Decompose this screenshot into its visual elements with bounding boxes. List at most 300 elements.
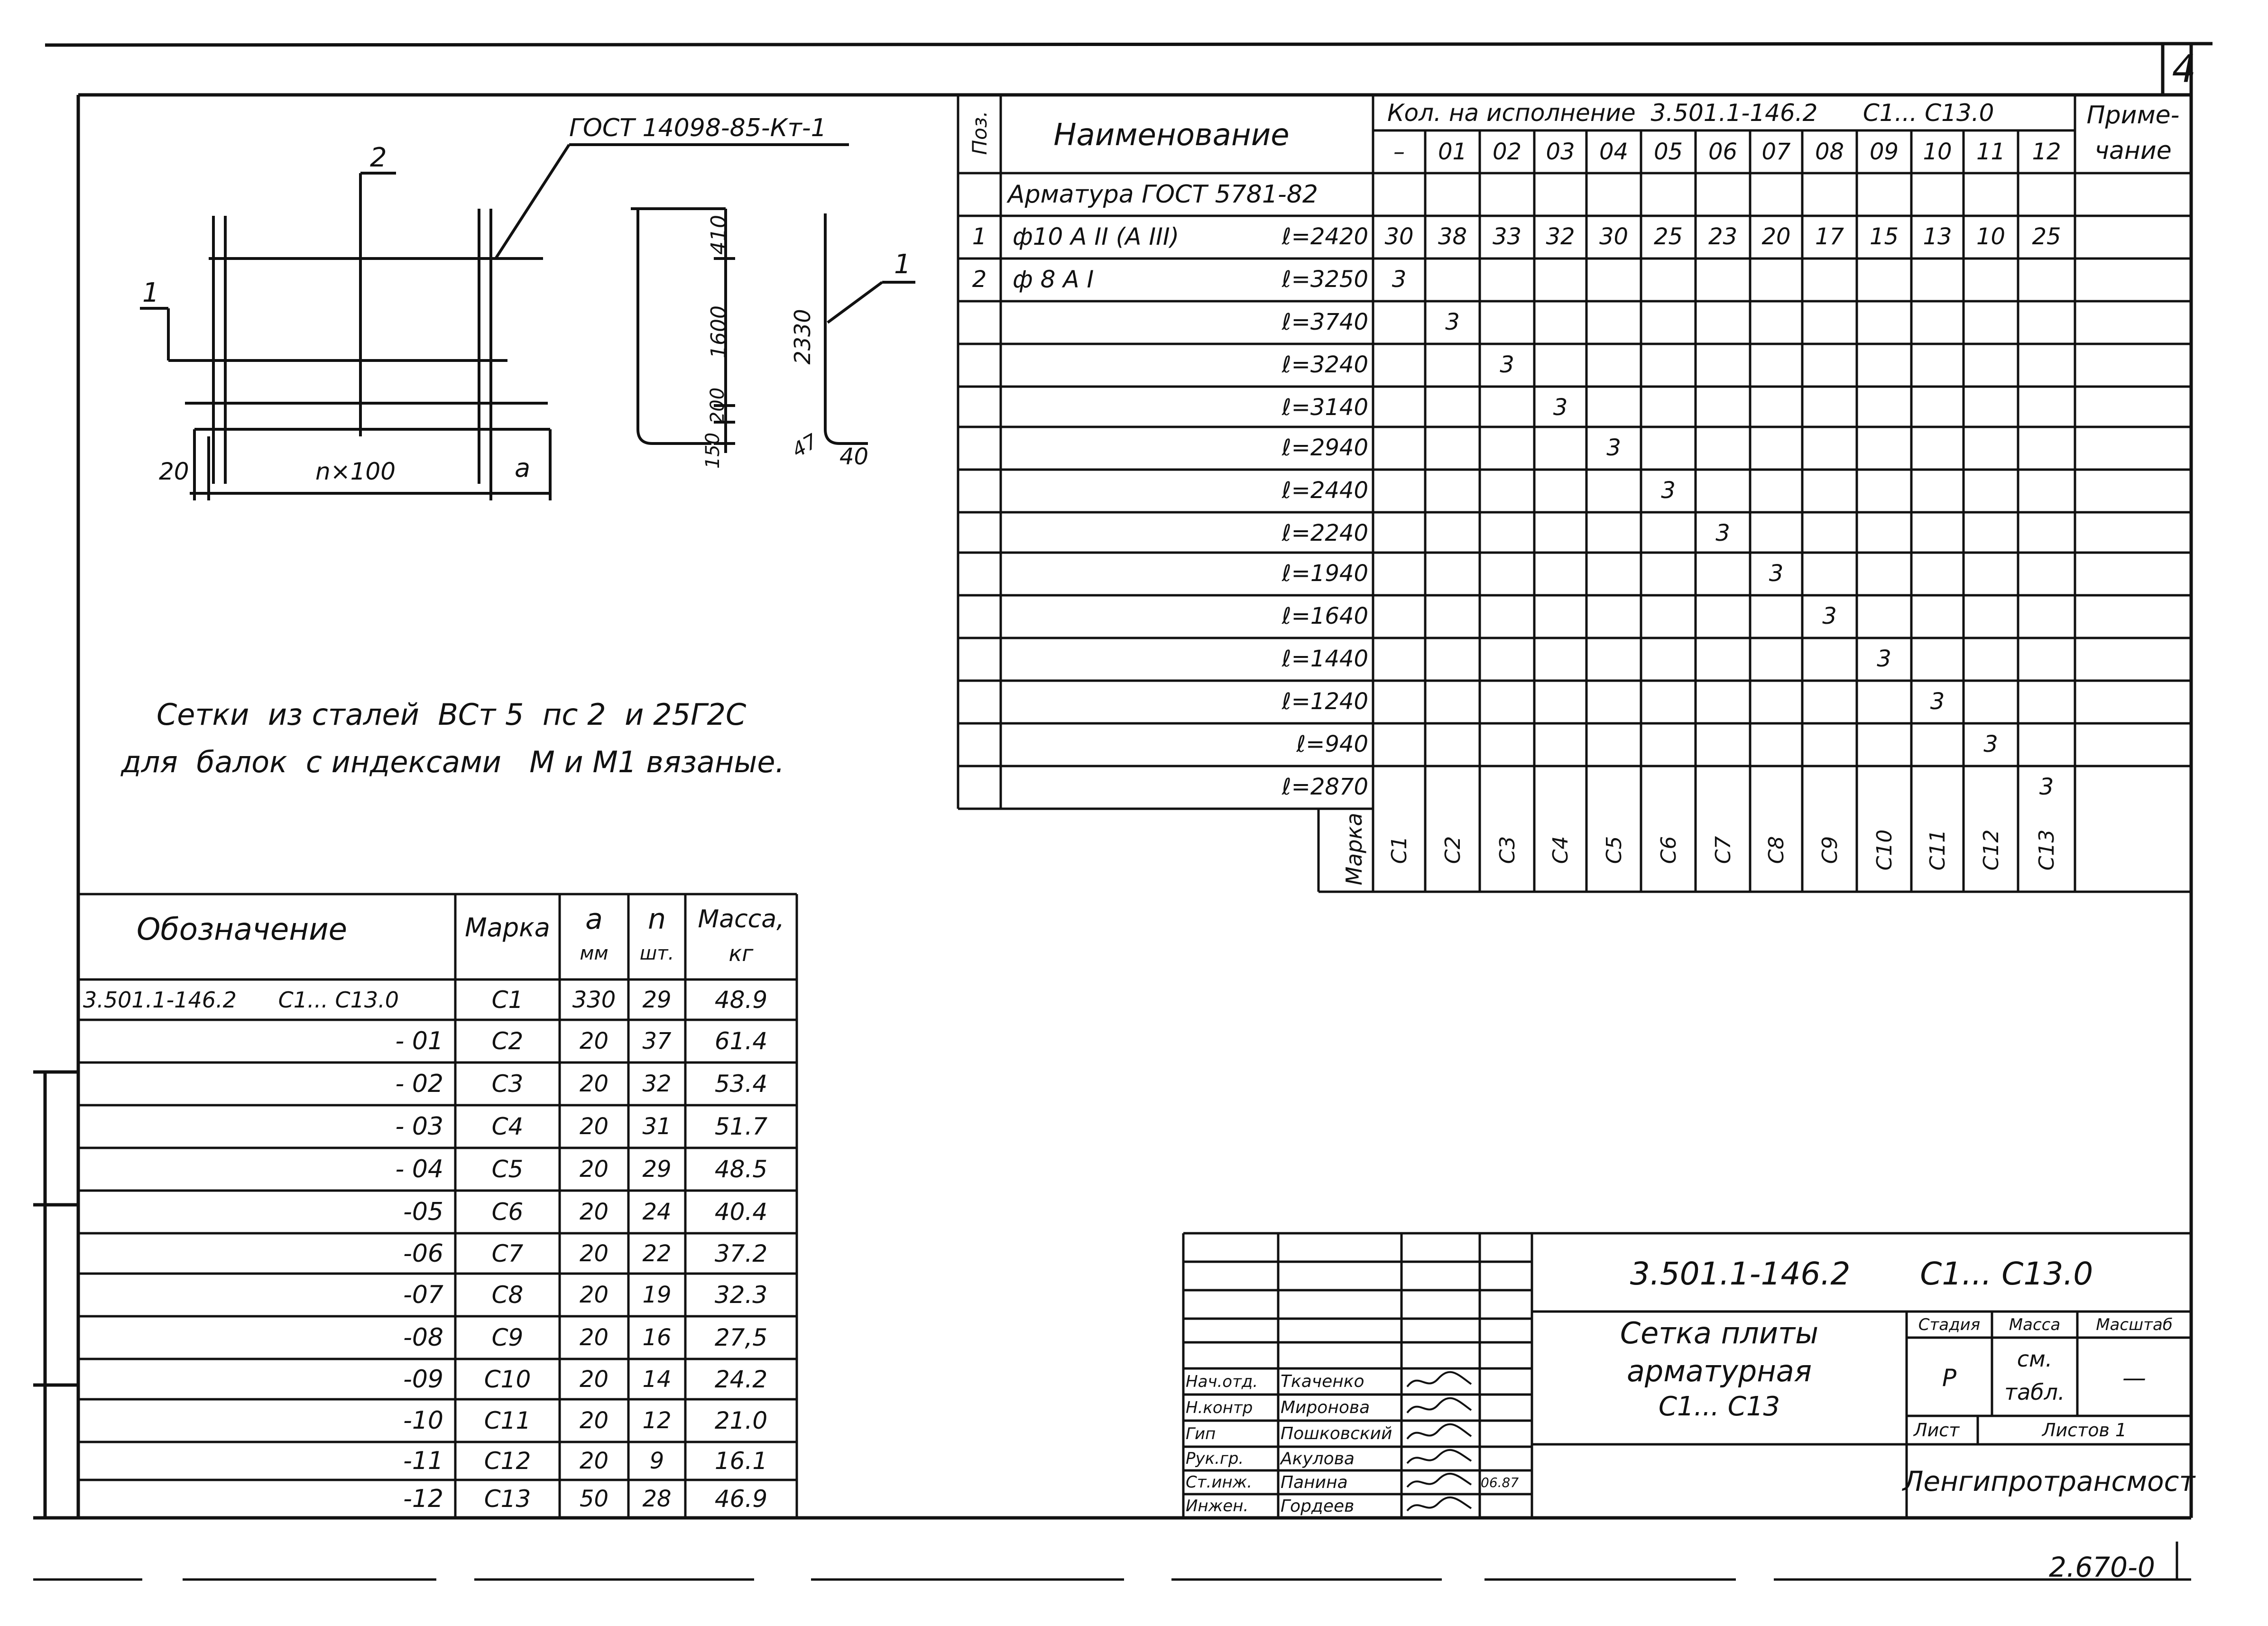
spec-qty-cell	[1373, 638, 1425, 680]
spec-qty-cell	[1534, 723, 1586, 765]
spec-qty-cell	[2018, 723, 2075, 765]
spec-qty-cell	[1696, 259, 1750, 300]
role-name: Панина	[1281, 1472, 1348, 1492]
des-row-a: 20	[579, 1113, 609, 1140]
spec-qty-cell	[1857, 595, 1911, 637]
role-date	[1481, 1421, 1530, 1447]
bar2-dim-150: 150	[702, 432, 724, 469]
spec-mark: С4	[1548, 836, 1573, 864]
spec-qty-cell	[1373, 344, 1425, 386]
role-name: Миронова	[1281, 1398, 1370, 1417]
bottom-lines	[33, 1542, 2191, 1580]
spec-qty-cell	[1857, 470, 1911, 511]
spec-qty-cell	[1911, 387, 1964, 428]
spec-qty-cell	[1480, 470, 1534, 511]
spec-header-note-l1: Приме-	[2086, 101, 2180, 129]
des-row-designation: - 04	[395, 1155, 443, 1183]
spec-row-length: ℓ=2940	[1282, 434, 1368, 461]
dim-20: 20	[159, 458, 189, 485]
bar2-dim-1600: 1600	[707, 305, 731, 359]
spec-section-title: Арматура ГОСТ 5781-82	[1008, 180, 1318, 209]
spec-variant-header: 10	[1923, 139, 1952, 165]
spec-qty-cell	[1425, 595, 1480, 637]
sheet-number: 4	[2172, 46, 2196, 91]
signature-scribble	[1405, 1494, 1476, 1518]
spec-qty-cell	[1857, 259, 1911, 300]
spec-qty-cell: 32	[1546, 223, 1575, 250]
role-name: Гордеев	[1281, 1496, 1355, 1516]
spec-qty-cell: 3	[1606, 434, 1621, 461]
spec-qty-cell	[1641, 259, 1696, 300]
spec-row-name: ф10 А II (А III)	[1013, 223, 1180, 250]
spec-qty-cell	[1586, 766, 1641, 808]
spec-variant-header: 09	[1869, 139, 1899, 165]
des-row-mass: 40.4	[714, 1198, 768, 1226]
spec-qty-cell	[1534, 595, 1586, 637]
spec-qty-cell	[1750, 766, 1802, 808]
spec-qty-cell	[1534, 301, 1586, 343]
spec-row-length: ℓ=2870	[1282, 774, 1368, 800]
mesh-sketch	[140, 145, 849, 500]
des-row-designation: -12	[403, 1485, 443, 1513]
des-row-marka: С10	[484, 1365, 531, 1393]
des-row-n: 28	[642, 1486, 672, 1512]
spec-qty-cell	[1857, 344, 1911, 386]
des-row-a: 20	[579, 1366, 609, 1393]
spec-qty-cell	[1911, 344, 1964, 386]
des-row-mass: 24.2	[714, 1365, 768, 1393]
spec-variant-header: 12	[2032, 139, 2061, 165]
spec-row-length: ℓ=3140	[1282, 394, 1368, 421]
des-row-n: 29	[642, 986, 672, 1013]
spec-row-pos	[958, 512, 1001, 554]
spec-qty-cell: 13	[1923, 223, 1952, 250]
spec-qty-cell	[2018, 301, 2075, 343]
spec-row-pos	[958, 723, 1001, 765]
spec-mark: С5	[1602, 836, 1626, 864]
spec-qty-cell	[1857, 553, 1911, 594]
role-date	[1481, 1395, 1530, 1421]
spec-qty-cell: 3	[1822, 603, 1837, 629]
spec-qty-cell	[1480, 681, 1534, 722]
des-row-marka: С9	[491, 1324, 524, 1351]
des-row-designation: - 01	[395, 1027, 443, 1055]
spec-qty-cell	[1586, 470, 1641, 511]
spec-qty-cell	[1802, 723, 1857, 765]
spec-row-pos	[958, 681, 1001, 722]
spec-qty-cell	[1802, 553, 1857, 594]
spec-qty-cell	[1586, 638, 1641, 680]
spec-marka-label: Марка	[1341, 813, 1367, 886]
spec-qty-cell	[1425, 553, 1480, 594]
des-row-marka: С7	[491, 1239, 524, 1267]
des-row-a: 20	[579, 1199, 609, 1225]
spec-qty-cell	[1480, 766, 1534, 808]
spec-qty-cell: 17	[1815, 223, 1844, 250]
spec-qty-cell: 30	[1384, 223, 1414, 250]
spec-qty-cell	[1586, 595, 1641, 637]
des-row-designation: - 02	[395, 1070, 443, 1098]
spec-row-pos	[958, 553, 1001, 594]
sheets-label: Листов 1	[2042, 1420, 2127, 1441]
spec-qty-cell	[1480, 387, 1534, 428]
note-line-1: Сетки из сталей ВСт 5 пс 2 и 25Г2С	[157, 697, 747, 732]
spec-qty-cell	[2018, 681, 2075, 722]
spec-row-name	[1013, 301, 1250, 343]
note-line-2: для балок с индексами М и М1 вязаные.	[121, 745, 785, 779]
spec-row-name	[1013, 344, 1250, 386]
spec-qty-cell	[1425, 344, 1480, 386]
role-label: Нач.отд.	[1186, 1372, 1258, 1391]
spec-qty-cell	[1534, 638, 1586, 680]
spec-row-length: ℓ=3250	[1282, 266, 1368, 293]
spec-row-pos: 1	[972, 223, 987, 250]
spec-qty-cell	[1586, 344, 1641, 386]
spec-qty-cell	[1480, 638, 1534, 680]
des-header-designation: Обозначение	[136, 912, 348, 947]
spec-mark: С2	[1440, 836, 1465, 864]
spec-variant-header: 11	[1976, 139, 2006, 165]
bar1-dim-height: 2330	[790, 309, 815, 365]
spec-qty-cell	[1373, 553, 1425, 594]
spec-qty-cell	[1911, 595, 1964, 637]
spec-qty-cell	[1750, 638, 1802, 680]
spec-qty-cell: 3	[1553, 394, 1568, 421]
spec-variant-header: 03	[1546, 139, 1575, 165]
des-row-designation: -06	[403, 1239, 443, 1268]
spec-qty-cell	[1586, 387, 1641, 428]
spec-qty-cell	[1586, 553, 1641, 594]
spec-header-qty: Кол. на исполнение 3.501.1-146.2 С1... С13.0	[1387, 99, 1994, 127]
des-row-mass: 53.4	[714, 1070, 768, 1098]
spec-mark: С9	[1817, 836, 1842, 864]
des-row-marka: С3	[491, 1070, 524, 1098]
bar2-dim-410: 410	[707, 215, 731, 255]
spec-qty-cell	[1964, 470, 2018, 511]
spec-qty-cell	[1802, 766, 1857, 808]
des-row-marka: С1	[491, 986, 524, 1014]
spec-qty-cell	[1586, 301, 1641, 343]
des-row-designation: -07	[403, 1281, 443, 1309]
des-row-designation: -09	[403, 1365, 443, 1394]
spec-qty-cell	[1425, 723, 1480, 765]
spec-qty-cell	[1911, 723, 1964, 765]
spec-qty-cell	[1641, 766, 1696, 808]
spec-qty-cell	[1641, 301, 1696, 343]
spec-qty-cell	[2018, 259, 2075, 300]
des-row-a: 330	[572, 986, 616, 1013]
spec-qty-cell	[1964, 301, 2018, 343]
scale-value: —	[2122, 1364, 2146, 1392]
spec-qty-cell	[1696, 387, 1750, 428]
des-header-n: n	[647, 902, 666, 936]
spec-qty-cell	[1641, 344, 1696, 386]
spec-qty-cell	[1586, 259, 1641, 300]
des-row-mass: 48.5	[714, 1155, 768, 1183]
spec-qty-cell	[1641, 427, 1696, 469]
spec-qty-cell	[1911, 427, 1964, 469]
spec-qty-cell	[1911, 766, 1964, 808]
des-row-marka: С6	[491, 1198, 524, 1226]
spec-qty-cell	[1802, 344, 1857, 386]
spec-qty-cell: 3	[1769, 560, 1784, 587]
des-row-designation: -05	[403, 1198, 443, 1226]
spec-mark: С1	[1387, 836, 1411, 864]
des-row-n: 32	[642, 1071, 672, 1097]
spec-mark: С11	[1925, 829, 1950, 871]
spec-qty-cell	[1802, 512, 1857, 554]
pos2-label: 2	[370, 142, 387, 173]
spec-qty-cell	[1373, 387, 1425, 428]
des-row-n: 12	[642, 1407, 672, 1434]
spec-qty-cell	[2018, 470, 2075, 511]
des-header-n-unit: шт.	[639, 942, 674, 964]
spec-qty-cell: 23	[1708, 223, 1738, 250]
spec-variant-header: 04	[1599, 139, 1629, 165]
spec-qty-cell	[1857, 512, 1911, 554]
des-row-designation: -11	[403, 1447, 443, 1475]
spec-row-pos	[958, 595, 1001, 637]
spec-qty-cell	[1964, 387, 2018, 428]
spec-variant-header: 02	[1492, 139, 1522, 165]
spec-variant-header: 01	[1438, 139, 1467, 165]
des-row-n: 37	[642, 1028, 672, 1054]
spec-qty-cell: 3	[1445, 309, 1460, 335]
title-code: 3.501.1-146.2 С1... С13.0	[1630, 1255, 2093, 1292]
des-row-n: 24	[642, 1199, 672, 1225]
role-date: 06.87	[1481, 1474, 1519, 1490]
archive-code: 2.670-0	[2049, 1551, 2155, 1583]
spec-qty-cell	[1750, 259, 1802, 300]
signature-scribble	[1405, 1395, 1476, 1421]
spec-row-pos: 2	[972, 266, 987, 293]
des-row-marka: С12	[484, 1447, 531, 1475]
spec-qty-cell	[1964, 512, 2018, 554]
spec-qty-cell	[1750, 387, 1802, 428]
des-row-marka: С4	[491, 1113, 524, 1140]
spec-qty-cell	[1911, 638, 1964, 680]
spec-qty-cell	[1911, 470, 1964, 511]
des-row-marka: С8	[491, 1281, 524, 1309]
spec-qty-cell	[1911, 301, 1964, 343]
spec-qty-cell	[1425, 387, 1480, 428]
mass-label: Масса	[2009, 1315, 2061, 1334]
spec-qty-cell	[1480, 512, 1534, 554]
spec-qty-cell	[1373, 766, 1425, 808]
spec-row-length: ℓ=1240	[1282, 688, 1368, 715]
gost-label: ГОСТ 14098-85-Кт-1	[569, 114, 827, 142]
signature-scribble	[1405, 1447, 1476, 1470]
spec-qty-cell	[1750, 470, 1802, 511]
spec-row-name	[1013, 387, 1250, 428]
spec-qty-cell	[1641, 595, 1696, 637]
spec-qty-cell	[1857, 387, 1911, 428]
des-row-n: 31	[642, 1113, 672, 1140]
spec-qty-cell	[1750, 681, 1802, 722]
des-row-n: 22	[642, 1240, 672, 1267]
bar1-pos-label: 1	[894, 249, 911, 280]
spec-qty-cell	[1696, 681, 1750, 722]
des-row-a: 20	[579, 1071, 609, 1097]
spec-row-length: ℓ=1440	[1282, 646, 1368, 672]
role-name: Пошковский	[1281, 1424, 1392, 1443]
spec-row-name	[1013, 553, 1250, 594]
spec-variant-header: 07	[1761, 139, 1791, 165]
des-row-mass: 37.2	[714, 1239, 768, 1267]
spec-qty-cell	[1964, 681, 2018, 722]
spec-qty-cell	[1857, 723, 1911, 765]
des-row-n: 14	[642, 1366, 672, 1393]
spec-qty-cell	[1586, 723, 1641, 765]
spec-header-name: Наименование	[1053, 118, 1290, 153]
spec-qty-cell	[1425, 681, 1480, 722]
spec-qty-cell	[1480, 723, 1534, 765]
spec-qty-cell	[1964, 344, 2018, 386]
spec-row-name	[1013, 723, 1250, 765]
spec-qty-cell: 3	[2039, 774, 2054, 800]
des-row-a: 20	[579, 1282, 609, 1308]
spec-qty-cell: 33	[1492, 223, 1522, 250]
spec-qty-cell	[1802, 638, 1857, 680]
spec-qty-cell	[1425, 766, 1480, 808]
role-label: Гип	[1186, 1424, 1216, 1443]
role-label: Ст.инж.	[1186, 1473, 1253, 1492]
spec-row-name	[1013, 681, 1250, 722]
des-row-n: 29	[642, 1156, 672, 1183]
spec-qty-cell	[1964, 259, 2018, 300]
spec-qty-cell: 25	[2032, 223, 2061, 250]
spec-qty-cell: 3	[1877, 646, 1891, 672]
spec-qty-cell	[1534, 427, 1586, 469]
des-row-mass: 21.0	[714, 1407, 768, 1434]
spec-mark: С8	[1764, 836, 1789, 864]
spec-qty-cell	[1696, 344, 1750, 386]
des-row-mass: 48.9	[714, 986, 768, 1014]
spec-qty-cell	[1911, 512, 1964, 554]
des-row-a: 50	[579, 1486, 609, 1512]
spec-row-name	[1013, 766, 1250, 808]
spec-qty-cell	[1641, 553, 1696, 594]
spec-qty-cell	[1480, 259, 1534, 300]
role-date	[1481, 1494, 1530, 1518]
spec-qty-cell	[1425, 427, 1480, 469]
spec-row-pos	[958, 470, 1001, 511]
spec-qty-cell	[2018, 638, 2075, 680]
des-row-mass: 46.9	[714, 1485, 768, 1513]
spec-qty-cell	[2018, 595, 2075, 637]
des-row-mass: 32.3	[714, 1281, 768, 1309]
spec-qty-cell	[1802, 259, 1857, 300]
spec-qty-cell	[1802, 681, 1857, 722]
spec-qty-cell	[1696, 553, 1750, 594]
spec-qty-cell: 15	[1869, 223, 1899, 250]
spec-row-name	[1013, 638, 1250, 680]
spec-qty-cell	[2018, 387, 2075, 428]
spec-header-note-l2: чание	[2094, 136, 2172, 165]
des-header-marka: Марка	[465, 912, 550, 942]
spec-qty-cell: 3	[1500, 351, 1514, 378]
spec-qty-cell	[1750, 344, 1802, 386]
spec-qty-cell	[1641, 387, 1696, 428]
spec-qty-cell	[1696, 723, 1750, 765]
spec-qty-cell	[1750, 723, 1802, 765]
signature-scribble	[1405, 1368, 1476, 1395]
spec-qty-cell	[1911, 553, 1964, 594]
spec-mark: С13	[2034, 829, 2059, 871]
des-row-a: 20	[579, 1240, 609, 1267]
spec-qty-cell	[1964, 638, 2018, 680]
spec-qty-cell: 25	[1653, 223, 1683, 250]
spec-row-name	[1013, 512, 1250, 554]
mass-value-l1: см.	[2017, 1346, 2053, 1372]
spec-qty-cell	[1373, 681, 1425, 722]
des-row-a: 20	[579, 1028, 609, 1054]
spec-qty-cell: 3	[1930, 688, 1945, 715]
spec-qty-cell: 10	[1976, 223, 2006, 250]
des-row-marka: С13	[484, 1485, 531, 1513]
spec-qty-cell: 3	[1983, 731, 1998, 758]
spec-qty-cell	[1696, 427, 1750, 469]
role-label: Н.контр	[1186, 1398, 1253, 1417]
spec-qty-cell	[1480, 553, 1534, 594]
spec-variant-header: –	[1393, 139, 1405, 165]
signature-scribble	[1405, 1421, 1476, 1447]
spec-qty-cell: 30	[1599, 223, 1629, 250]
des-row-mass: 51.7	[714, 1113, 768, 1140]
des-row-n: 16	[642, 1324, 672, 1351]
spec-qty-cell	[1373, 301, 1425, 343]
des-row-a: 20	[579, 1324, 609, 1351]
spec-row-pos	[958, 638, 1001, 680]
spec-row-length: ℓ=940	[1296, 731, 1368, 758]
spec-qty-cell	[1373, 470, 1425, 511]
spec-qty-cell	[1425, 259, 1480, 300]
role-name: Акулова	[1281, 1449, 1355, 1469]
spec-row-name	[1013, 427, 1250, 469]
spec-qty-cell	[1802, 470, 1857, 511]
bar1-sketch	[825, 213, 915, 443]
spec-mark: С3	[1495, 836, 1519, 864]
spec-qty-cell	[1586, 681, 1641, 722]
spec-row-pos	[958, 301, 1001, 343]
spec-qty-cell	[1641, 638, 1696, 680]
des-row-designation: -10	[403, 1406, 443, 1435]
title-line-2: арматурная	[1626, 1353, 1812, 1388]
spec-mark: С7	[1711, 836, 1735, 864]
des-row-marka: С2	[491, 1027, 524, 1055]
des-header-mass: Масса,	[698, 905, 784, 933]
spec-row-length: ℓ=2440	[1282, 477, 1368, 504]
spec-variant-header: 08	[1815, 139, 1844, 165]
des-row-mass: 27,5	[714, 1324, 768, 1351]
spec-qty-cell	[1534, 259, 1586, 300]
spec-qty-cell	[1641, 512, 1696, 554]
spec-row-length: ℓ=3240	[1282, 351, 1368, 378]
spec-qty-cell	[1534, 681, 1586, 722]
org-name: Ленгипротрансмост	[1902, 1465, 2195, 1497]
des-row-designation: - 03	[395, 1112, 443, 1141]
dim-a: a	[515, 453, 531, 483]
spec-qty-cell: 38	[1438, 223, 1467, 250]
spec-row-name: ф 8 А I	[1013, 266, 1094, 293]
bar2-dim-200: 200	[707, 387, 728, 424]
spec-qty-cell	[1480, 301, 1534, 343]
des-row-n: 19	[642, 1282, 672, 1308]
bar1-dim-foot: 40	[839, 443, 869, 470]
spec-qty-cell	[1911, 259, 1964, 300]
des-header-a: a	[585, 902, 603, 936]
spec-qty-cell: 3	[1715, 520, 1730, 546]
